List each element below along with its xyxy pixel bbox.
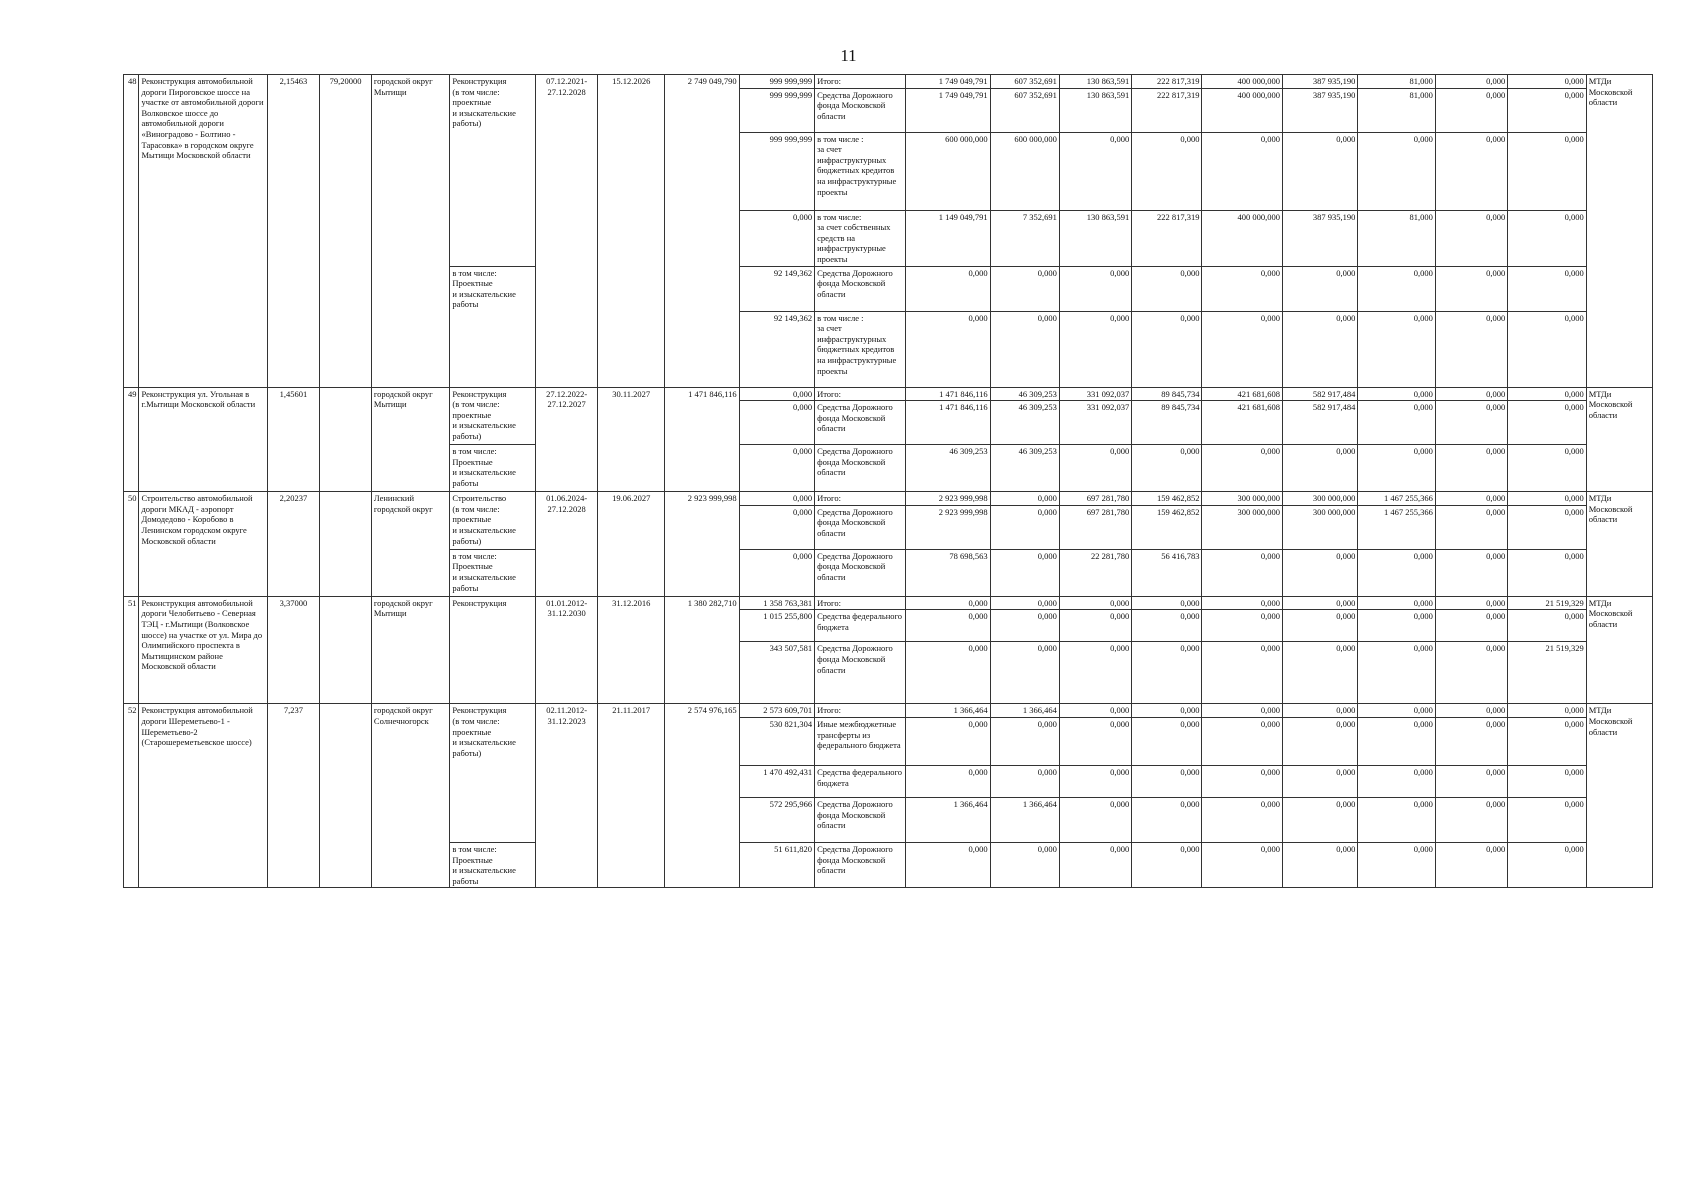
object-cost: 1 380 282,710 — [665, 596, 739, 704]
completion-date: 30.11.2027 — [598, 387, 665, 492]
amount-cell: 1 471 846,116 — [905, 387, 990, 401]
funding-source: Средства федерального бюджета — [815, 610, 906, 642]
object-percent — [320, 492, 372, 597]
amount-cell: 0,000 — [1508, 75, 1587, 89]
amount-cell: 0,000 — [1508, 797, 1587, 842]
funded-before: 0,000 — [739, 387, 814, 401]
amount-cell: 0,000 — [1358, 642, 1435, 704]
amount-cell: 0,000 — [1508, 445, 1587, 492]
amount-cell: 0,000 — [1059, 797, 1131, 842]
amount-cell: 387 935,190 — [1283, 75, 1358, 89]
amount-cell: 0,000 — [1059, 842, 1131, 887]
amount-cell: 0,000 — [1435, 88, 1507, 132]
amount-cell: 0,000 — [1358, 387, 1435, 401]
table-row — [124, 75, 1653, 89]
object-cost: 1 471 846,116 — [665, 387, 739, 492]
amount-cell: 0,000 — [905, 596, 990, 610]
amount-cell: 0,000 — [905, 610, 990, 642]
amount-cell: 300 000,000 — [1202, 505, 1283, 549]
amount-cell: 0,000 — [905, 642, 990, 704]
completion-date: 19.06.2027 — [598, 492, 665, 597]
amount-cell: 2 923 999,998 — [905, 505, 990, 549]
row-number: 49 — [124, 387, 139, 492]
amount-cell: 0,000 — [1132, 642, 1202, 704]
amount-cell: 0,000 — [1283, 842, 1358, 887]
amount-cell: 130 863,591 — [1059, 75, 1131, 89]
object-cost: 2 574 976,165 — [665, 704, 739, 888]
work-type: Реконструкция (в том числе: проектные и изыскательские работы) — [450, 75, 536, 267]
amount-cell: 21 519,329 — [1508, 642, 1587, 704]
amount-cell: 0,000 — [1435, 549, 1507, 596]
amount-cell: 1 471 846,116 — [905, 401, 990, 445]
object-client: МТДи Московской области — [1586, 75, 1652, 388]
funded-before: 0,000 — [739, 445, 814, 492]
amount-cell: 7 352,691 — [990, 210, 1059, 266]
amount-cell: 0,000 — [1202, 132, 1283, 210]
amount-cell: 0,000 — [1435, 492, 1507, 506]
amount-cell: 0,000 — [1132, 596, 1202, 610]
amount-cell: 0,000 — [1435, 445, 1507, 492]
amount-cell: 222 817,319 — [1132, 210, 1202, 266]
table-row — [124, 492, 1653, 506]
amount-cell: 0,000 — [1202, 797, 1283, 842]
funding-source: Средства Дорожного фонда Московской области — [815, 549, 906, 596]
amount-cell: 0,000 — [990, 765, 1059, 797]
object-length: 2,15463 — [267, 75, 320, 388]
funding-source: Средства Дорожного фонда Московской области — [815, 797, 906, 842]
amount-cell: 81,000 — [1358, 88, 1435, 132]
amount-cell: 0,000 — [1283, 596, 1358, 610]
amount-cell: 0,000 — [1132, 311, 1202, 387]
funding-source: Средства Дорожного фонда Московской области — [815, 642, 906, 704]
object-client: МТДи Московской области — [1586, 704, 1652, 888]
amount-cell: 0,000 — [990, 596, 1059, 610]
row-number: 52 — [124, 704, 139, 888]
amount-cell: 22 281,780 — [1059, 549, 1131, 596]
amount-cell: 607 352,691 — [990, 75, 1059, 89]
object-percent — [320, 387, 372, 492]
amount-cell: 0,000 — [1435, 75, 1507, 89]
amount-cell: 582 917,484 — [1283, 387, 1358, 401]
amount-cell: 0,000 — [1202, 642, 1283, 704]
amount-cell: 0,000 — [1508, 387, 1587, 401]
funded-before: 999 999,999 — [739, 88, 814, 132]
amount-cell: 387 935,190 — [1283, 210, 1358, 266]
funded-before: 2 573 609,701 — [739, 704, 814, 718]
funding-source: Средства Дорожного фонда Московской области — [815, 88, 906, 132]
amount-cell: 0,000 — [1132, 797, 1202, 842]
amount-cell: 0,000 — [990, 842, 1059, 887]
object-client: МТДи Московской области — [1586, 492, 1652, 597]
amount-cell: 1 366,464 — [905, 797, 990, 842]
amount-cell: 0,000 — [905, 765, 990, 797]
amount-cell: 0,000 — [1059, 596, 1131, 610]
amount-cell: 0,000 — [1508, 505, 1587, 549]
funded-before: 0,000 — [739, 210, 814, 266]
amount-cell: 0,000 — [1435, 596, 1507, 610]
amount-cell: 331 092,037 — [1059, 401, 1131, 445]
amount-cell: 0,000 — [1508, 266, 1587, 311]
work-type: в том числе: Проектные и изыскательские работы — [450, 842, 536, 887]
amount-cell: 400 000,000 — [1202, 210, 1283, 266]
funded-before: 572 295,966 — [739, 797, 814, 842]
work-type: в том числе: Проектные и изыскательские работы — [450, 266, 536, 387]
object-cost: 2 923 999,998 — [665, 492, 739, 597]
amount-cell: 159 462,852 — [1132, 492, 1202, 506]
amount-cell: 0,000 — [1059, 445, 1131, 492]
amount-cell: 0,000 — [1059, 610, 1131, 642]
amount-cell: 331 092,037 — [1059, 387, 1131, 401]
funding-source: в том числе : за счет инфраструктурных бюджетных кредитов на инфраструктурные проекты — [815, 132, 906, 210]
funded-before: 51 611,820 — [739, 842, 814, 887]
work-period: 07.12.2021- 27.12.2028 — [536, 75, 598, 388]
amount-cell: 0,000 — [1508, 88, 1587, 132]
work-type: Строительство (в том числе: проектные и изыскательские работы) — [450, 492, 536, 550]
amount-cell: 0,000 — [1132, 704, 1202, 718]
amount-cell: 0,000 — [1202, 549, 1283, 596]
amount-cell: 0,000 — [905, 717, 990, 765]
amount-cell: 46 309,253 — [990, 401, 1059, 445]
object-name: Строительство автомобильной дороги МКАД - аэропорт Домодедово - Коробово в Ленинском городском округе Московской области — [139, 492, 267, 597]
amount-cell: 0,000 — [1358, 717, 1435, 765]
amount-cell: 0,000 — [1508, 704, 1587, 718]
amount-cell: 400 000,000 — [1202, 75, 1283, 89]
object-district: городской округ Мытищи — [371, 596, 450, 704]
funding-source: Средства Дорожного фонда Московской области — [815, 401, 906, 445]
amount-cell: 78 698,563 — [905, 549, 990, 596]
amount-cell: 0,000 — [1508, 717, 1587, 765]
amount-cell: 46 309,253 — [990, 387, 1059, 401]
amount-cell: 0,000 — [1132, 842, 1202, 887]
amount-cell: 0,000 — [1508, 765, 1587, 797]
funded-before: 1 015 255,800 — [739, 610, 814, 642]
amount-cell: 130 863,591 — [1059, 88, 1131, 132]
amount-cell: 0,000 — [1132, 717, 1202, 765]
amount-cell: 0,000 — [990, 492, 1059, 506]
amount-cell: 0,000 — [905, 266, 990, 311]
amount-cell: 0,000 — [1202, 704, 1283, 718]
amount-cell: 607 352,691 — [990, 88, 1059, 132]
amount-cell: 2 923 999,998 — [905, 492, 990, 506]
amount-cell: 0,000 — [1283, 311, 1358, 387]
amount-cell: 0,000 — [1508, 401, 1587, 445]
amount-cell: 0,000 — [1283, 704, 1358, 718]
amount-cell: 0,000 — [1435, 704, 1507, 718]
amount-cell: 421 681,608 — [1202, 401, 1283, 445]
object-district: Ленинский городской округ — [371, 492, 450, 597]
amount-cell: 1 366,464 — [990, 797, 1059, 842]
amount-cell: 0,000 — [1283, 765, 1358, 797]
work-period: 01.01.2012- 31.12.2030 — [536, 596, 598, 704]
amount-cell: 0,000 — [990, 610, 1059, 642]
amount-cell: 56 416,783 — [1132, 549, 1202, 596]
work-period: 01.06.2024- 27.12.2028 — [536, 492, 598, 597]
object-client: МТДи Московской области — [1586, 387, 1652, 492]
object-percent: 79,20000 — [320, 75, 372, 388]
amount-cell: 0,000 — [1508, 311, 1587, 387]
funded-before: 1 470 492,431 — [739, 765, 814, 797]
amount-cell: 0,000 — [1508, 610, 1587, 642]
completion-date: 21.11.2017 — [598, 704, 665, 888]
amount-cell: 0,000 — [990, 505, 1059, 549]
amount-cell: 0,000 — [1283, 132, 1358, 210]
amount-cell: 421 681,608 — [1202, 387, 1283, 401]
amount-cell: 0,000 — [1202, 596, 1283, 610]
amount-cell: 0,000 — [1283, 445, 1358, 492]
amount-cell: 0,000 — [1435, 311, 1507, 387]
object-percent — [320, 704, 372, 888]
amount-cell: 130 863,591 — [1059, 210, 1131, 266]
funded-before: 1 358 763,381 — [739, 596, 814, 610]
amount-cell: 0,000 — [1508, 842, 1587, 887]
amount-cell: 1 749 049,791 — [905, 88, 990, 132]
funded-before: 92 149,362 — [739, 311, 814, 387]
object-client: МТДи Московской области — [1586, 596, 1652, 704]
funding-source: Итого: — [815, 387, 906, 401]
amount-cell: 1 467 255,366 — [1358, 505, 1435, 549]
object-district: городской округ Солнечногорск — [371, 704, 450, 888]
table-body — [124, 75, 1653, 888]
object-length: 1,45601 — [267, 387, 320, 492]
object-district: городской округ Мытищи — [371, 75, 450, 388]
amount-cell: 0,000 — [1059, 642, 1131, 704]
amount-cell: 0,000 — [1435, 266, 1507, 311]
work-type: Реконструкция — [450, 596, 536, 704]
work-period: 27.12.2022- 27.12.2027 — [536, 387, 598, 492]
amount-cell: 1 467 255,366 — [1358, 492, 1435, 506]
amount-cell: 0,000 — [1283, 717, 1358, 765]
amount-cell: 0,000 — [1283, 549, 1358, 596]
row-number: 51 — [124, 596, 139, 704]
object-percent — [320, 596, 372, 704]
amount-cell: 0,000 — [1283, 797, 1358, 842]
amount-cell: 0,000 — [1132, 610, 1202, 642]
amount-cell: 46 309,253 — [990, 445, 1059, 492]
work-type: в том числе: Проектные и изыскательские работы — [450, 445, 536, 492]
funded-before: 0,000 — [739, 549, 814, 596]
funding-source: в том числе: за счет собственных средств на инфраструктурные проекты — [815, 210, 906, 266]
amount-cell: 0,000 — [1132, 445, 1202, 492]
funded-before: 530 821,304 — [739, 717, 814, 765]
amount-cell: 222 817,319 — [1132, 75, 1202, 89]
funded-before: 343 507,581 — [739, 642, 814, 704]
amount-cell: 0,000 — [1508, 549, 1587, 596]
amount-cell: 0,000 — [1202, 765, 1283, 797]
object-name: Реконструкция автомобильной дороги Шереметьево-1 - Шереметьево-2 (Старошереметьевское шоссе) — [139, 704, 267, 888]
amount-cell: 0,000 — [1358, 765, 1435, 797]
work-type: Реконструкция (в том числе: проектные и изыскательские работы) — [450, 704, 536, 843]
amount-cell: 0,000 — [1059, 266, 1131, 311]
amount-cell: 1 366,464 — [990, 704, 1059, 718]
funding-source: Итого: — [815, 75, 906, 89]
amount-cell: 0,000 — [1435, 401, 1507, 445]
amount-cell: 697 281,780 — [1059, 492, 1131, 506]
amount-cell: 697 281,780 — [1059, 505, 1131, 549]
completion-date: 15.12.2026 — [598, 75, 665, 388]
funding-source: Иные межбюджетные трансферты из федерального бюджета — [815, 717, 906, 765]
amount-cell: 0,000 — [1202, 311, 1283, 387]
amount-cell: 0,000 — [1202, 842, 1283, 887]
amount-cell: 159 462,852 — [1132, 505, 1202, 549]
amount-cell: 0,000 — [1358, 311, 1435, 387]
amount-cell: 0,000 — [1059, 704, 1131, 718]
amount-cell: 0,000 — [1435, 210, 1507, 266]
amount-cell: 0,000 — [1202, 445, 1283, 492]
amount-cell: 0,000 — [1358, 596, 1435, 610]
amount-cell: 0,000 — [1059, 132, 1131, 210]
amount-cell: 21 519,329 — [1508, 596, 1587, 610]
work-type: в том числе: Проектные и изыскательские работы — [450, 549, 536, 596]
amount-cell: 89 845,734 — [1132, 387, 1202, 401]
amount-cell: 89 845,734 — [1132, 401, 1202, 445]
funding-source: Средства Дорожного фонда Московской области — [815, 505, 906, 549]
row-number: 50 — [124, 492, 139, 597]
amount-cell: 0,000 — [1508, 132, 1587, 210]
amount-cell: 0,000 — [1358, 842, 1435, 887]
amount-cell: 0,000 — [1435, 765, 1507, 797]
amount-cell: 0,000 — [1132, 765, 1202, 797]
object-district: городской округ Мытищи — [371, 387, 450, 492]
funding-source: Средства федерального бюджета — [815, 765, 906, 797]
amount-cell: 0,000 — [990, 717, 1059, 765]
amount-cell: 0,000 — [1283, 610, 1358, 642]
amount-cell: 0,000 — [990, 266, 1059, 311]
amount-cell: 0,000 — [1358, 704, 1435, 718]
amount-cell: 0,000 — [1358, 132, 1435, 210]
amount-cell: 0,000 — [1283, 266, 1358, 311]
amount-cell: 0,000 — [905, 311, 990, 387]
amount-cell: 387 935,190 — [1283, 88, 1358, 132]
amount-cell: 600 000,000 — [905, 132, 990, 210]
objects-table — [123, 74, 1653, 888]
amount-cell: 1 149 049,791 — [905, 210, 990, 266]
amount-cell: 300 000,000 — [1202, 492, 1283, 506]
funded-before: 0,000 — [739, 401, 814, 445]
amount-cell: 0,000 — [1202, 610, 1283, 642]
amount-cell: 1 749 049,791 — [905, 75, 990, 89]
amount-cell: 300 000,000 — [1283, 505, 1358, 549]
amount-cell: 0,000 — [1435, 505, 1507, 549]
object-name: Реконструкция автомобильной дороги Пироговское шоссе на участке от автомобильной дороги Волковское шоссе до автомобильной дороги «Виноградово - Болтино - Тарасовка» в городском округе Мытищи Московской области — [139, 75, 267, 388]
amount-cell: 0,000 — [1202, 266, 1283, 311]
amount-cell: 0,000 — [1435, 610, 1507, 642]
amount-cell: 0,000 — [1132, 266, 1202, 311]
row-number: 48 — [124, 75, 139, 388]
amount-cell: 0,000 — [1508, 492, 1587, 506]
work-type: Реконструкция (в том числе: проектные и изыскательские работы) — [450, 387, 536, 445]
amount-cell: 0,000 — [1358, 445, 1435, 492]
object-length: 7,237 — [267, 704, 320, 888]
amount-cell: 0,000 — [990, 311, 1059, 387]
amount-cell: 0,000 — [1358, 266, 1435, 311]
amount-cell: 0,000 — [1435, 842, 1507, 887]
amount-cell: 300 000,000 — [1283, 492, 1358, 506]
object-length: 2,20237 — [267, 492, 320, 597]
amount-cell: 0,000 — [1202, 717, 1283, 765]
funded-before: 999 999,999 — [739, 75, 814, 89]
funding-source: Средства Дорожного фонда Московской области — [815, 266, 906, 311]
funding-source: в том числе : за счет инфраструктурных бюджетных кредитов на инфраструктурные проекты — [815, 311, 906, 387]
amount-cell: 0,000 — [1283, 642, 1358, 704]
amount-cell: 0,000 — [1059, 311, 1131, 387]
funding-source: Итого: — [815, 596, 906, 610]
amount-cell: 81,000 — [1358, 75, 1435, 89]
amount-cell: 0,000 — [1132, 132, 1202, 210]
amount-cell: 0,000 — [1358, 549, 1435, 596]
funded-before: 0,000 — [739, 492, 814, 506]
amount-cell: 46 309,253 — [905, 445, 990, 492]
amount-cell: 0,000 — [1358, 401, 1435, 445]
amount-cell: 0,000 — [1435, 642, 1507, 704]
amount-cell: 0,000 — [905, 842, 990, 887]
amount-cell: 0,000 — [990, 549, 1059, 596]
funding-source: Средства Дорожного фонда Московской области — [815, 445, 906, 492]
amount-cell: 0,000 — [1358, 797, 1435, 842]
amount-cell: 0,000 — [1059, 765, 1131, 797]
amount-cell: 0,000 — [1435, 797, 1507, 842]
amount-cell: 0,000 — [1059, 717, 1131, 765]
page-number: 11 — [840, 46, 857, 65]
table-row — [124, 704, 1653, 718]
amount-cell: 0,000 — [1435, 387, 1507, 401]
amount-cell: 81,000 — [1358, 210, 1435, 266]
object-name: Реконструкция ул. Угольная в г.Мытищи Московской области — [139, 387, 267, 492]
completion-date: 31.12.2016 — [598, 596, 665, 704]
amount-cell: 1 366,464 — [905, 704, 990, 718]
object-cost: 2 749 049,790 — [665, 75, 739, 388]
funding-source: Итого: — [815, 492, 906, 506]
funding-source: Итого: — [815, 704, 906, 718]
funded-before: 999 999,999 — [739, 132, 814, 210]
amount-cell: 0,000 — [1358, 610, 1435, 642]
object-length: 3,37000 — [267, 596, 320, 704]
funded-before: 92 149,362 — [739, 266, 814, 311]
funded-before: 0,000 — [739, 505, 814, 549]
table-row — [124, 387, 1653, 401]
amount-cell: 400 000,000 — [1202, 88, 1283, 132]
table-row — [124, 596, 1653, 610]
amount-cell: 0,000 — [1435, 132, 1507, 210]
amount-cell: 0,000 — [1508, 210, 1587, 266]
funding-source: Средства Дорожного фонда Московской области — [815, 842, 906, 887]
amount-cell: 0,000 — [1435, 717, 1507, 765]
work-period: 02.11.2012- 31.12.2023 — [536, 704, 598, 888]
amount-cell: 582 917,484 — [1283, 401, 1358, 445]
object-name: Реконструкция автомобильной дороги Челобитьево - Северная ТЭЦ - г.Мытищи (Волковское шоссе) на участке от ул. Мира до Олимпийского проспекта в Мытищинском районе Московской области — [139, 596, 267, 704]
amount-cell: 222 817,319 — [1132, 88, 1202, 132]
amount-cell: 600 000,000 — [990, 132, 1059, 210]
amount-cell: 0,000 — [990, 642, 1059, 704]
